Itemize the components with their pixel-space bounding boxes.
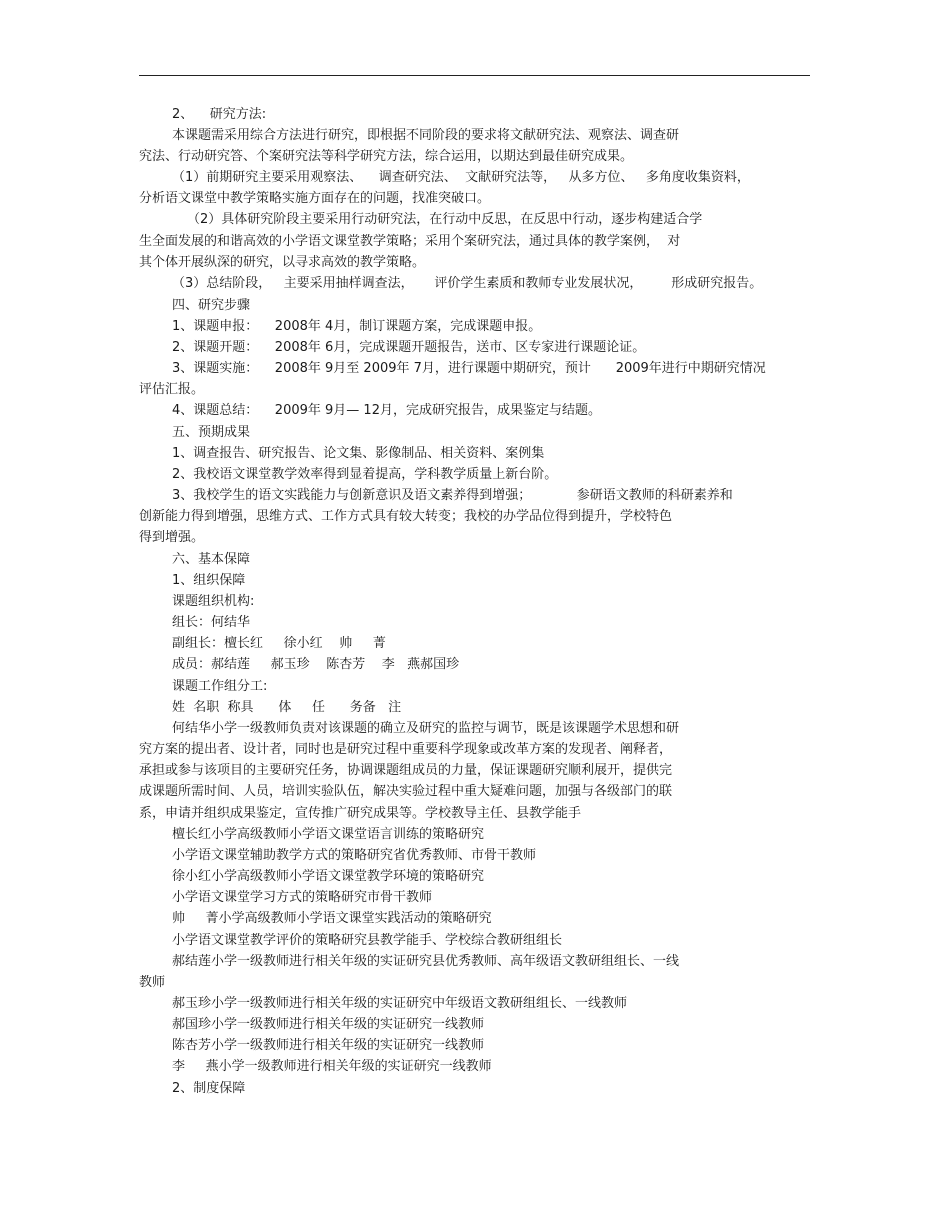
text-line: 姓 名职 称具 体 任 务备 注 (172, 700, 402, 715)
text-line: 小学语文课堂学习方式的策略研究市骨干教师 (172, 890, 433, 905)
text-line: 小学语文课堂教学评价的策略研究县教学能手、学校综合教研组组长 (172, 933, 563, 948)
header-rule (139, 75, 810, 76)
text-line: 教师 (139, 975, 166, 990)
text-line: 郝国珍小学一级教师进行相关年级的实证研究一线教师 (172, 1017, 485, 1032)
text-line: 1、课题申报： 2008年 4月，制订课题方案，完成课题申报。 (172, 319, 542, 334)
text-line: 郝玉珍小学一级教师进行相关年级的实证研究中年级语文教研组组长、一线教师 (172, 996, 628, 1011)
text-line: 其个体开展纵深的研究，以寻求高效的教学策略。 (139, 255, 426, 270)
text-line: 创新能力得到增强，思维方式、工作方式具有较大转变；我校的办学品位得到提升，学校特色 (139, 509, 673, 524)
text-line: 李 燕小学一级教师进行相关年级的实证研究一线教师 (172, 1059, 492, 1074)
text-line: 4、课题总结： 2009年 9月— 12月，完成研究报告，成果鉴定与结题。 (172, 403, 601, 418)
text-line: 分析语文课堂中教学策略实施方面存在的问题，找准突破口。 (139, 191, 491, 206)
text-line: 2、 研究方法: (172, 107, 267, 122)
text-line: 究方案的提出者、设计者，同时也是研究过程中重要科学现象或改革方案的发现者、阐释者， (139, 742, 673, 757)
text-line: 五、预期成果 (172, 425, 251, 440)
text-line: 组长：何结华 (172, 615, 251, 630)
text-line: 课题组织机构: (172, 594, 255, 609)
text-line: 郝结莲小学一级教师进行相关年级的实证研究县优秀教师、高年级语文教研组组长、一线 (172, 954, 680, 969)
text-line: 檀长红小学高级教师小学语文课堂语言训练的策略研究 (172, 827, 485, 842)
text-line: 帅 菁小学高级教师小学语文课堂实践活动的策略研究 (172, 911, 492, 926)
text-line: 1、组织保障 (172, 573, 246, 588)
text-line: 得到增强。 (139, 530, 205, 545)
text-line: （1）前期研究主要采用观察法、 调查研究法、 文献研究法等， 从多方位、 多角度收集资料， (172, 170, 750, 185)
text-line: 3、课题实施： 2008年 9月至 2009年 7月，进行课题中期研究，预计 2009年进行中期研究情况 (172, 361, 766, 376)
text-line: 六、基本保障 (172, 552, 251, 567)
text-line: （2）具体研究阶段主要采用行动研究法，在行动中反思，在反思中行动，逐步构建适合学 (187, 212, 703, 227)
text-line: 生全面发展的和谐高效的小学语文课堂教学策略；采用个案研究法，通过具体的教学案例， 对 (139, 234, 681, 249)
text-line: 本课题需采用综合方法进行研究，即根据不同阶段的要求将文献研究法、观察法、调查研 (172, 128, 680, 143)
text-line: 究法、行动研究答、个案研究法等科学研究方法，综合运用，以期达到最佳研究成果。 (139, 149, 634, 164)
text-line: 2、我校语文课堂教学效率得到显着提高，学科教学质量上新台阶。 (172, 467, 558, 482)
text-line: 成课题所需时间、人员，培训实验队伍，解决实验过程中重大疑难问题，加强与各级部门的联 (139, 784, 673, 799)
text-line: 小学语文课堂辅助教学方式的策略研究省优秀教师、市骨干教师 (172, 848, 537, 863)
text-line: 评估汇报。 (139, 382, 205, 397)
text-line: 3、我校学生的语文实践能力与创新意识及语文素养得到增强； 参研语文教师的科研素养和 (172, 488, 733, 503)
text-line: 承担或参与该项目的主要研究任务，协调课题组成员的力量，保证课题研究顺利展开，提供完 (139, 763, 673, 778)
text-line: 2、制度保障 (172, 1081, 246, 1096)
text-line: 何结华小学一级教师负责对该课题的确立及研究的监控与调节，既是该课题学术思想和研 (172, 721, 680, 736)
text-line: 四、研究步骤 (172, 298, 251, 313)
text-line: 2、课题开题： 2008年 6月，完成课题开题报告，送市、区专家进行课题论证。 (172, 340, 646, 355)
text-line: （3）总结阶段， 主要采用抽样调查法， 评价学生素质和教师专业发展状况， 形成研究报告。 (172, 276, 763, 291)
text-line: 1、调查报告、研究报告、论文集、影像制品、相关资料、案例集 (172, 446, 545, 461)
text-line: 徐小红小学高级教师小学语文课堂教学环境的策略研究 (172, 869, 485, 884)
text-line: 副组长：檀长红 徐小红 帅 菁 (172, 636, 386, 651)
text-line: 成员：郝结莲 郝玉珍 陈杏芳 李 燕郝国珍 (172, 657, 460, 672)
text-line: 课题工作组分工: (172, 679, 268, 694)
text-line: 系，申请并组织成果鉴定，宣传推广研究成果等。学校教导主任、县教学能手 (139, 806, 582, 821)
text-line: 陈杏芳小学一级教师进行相关年级的实证研究一线教师 (172, 1038, 485, 1053)
